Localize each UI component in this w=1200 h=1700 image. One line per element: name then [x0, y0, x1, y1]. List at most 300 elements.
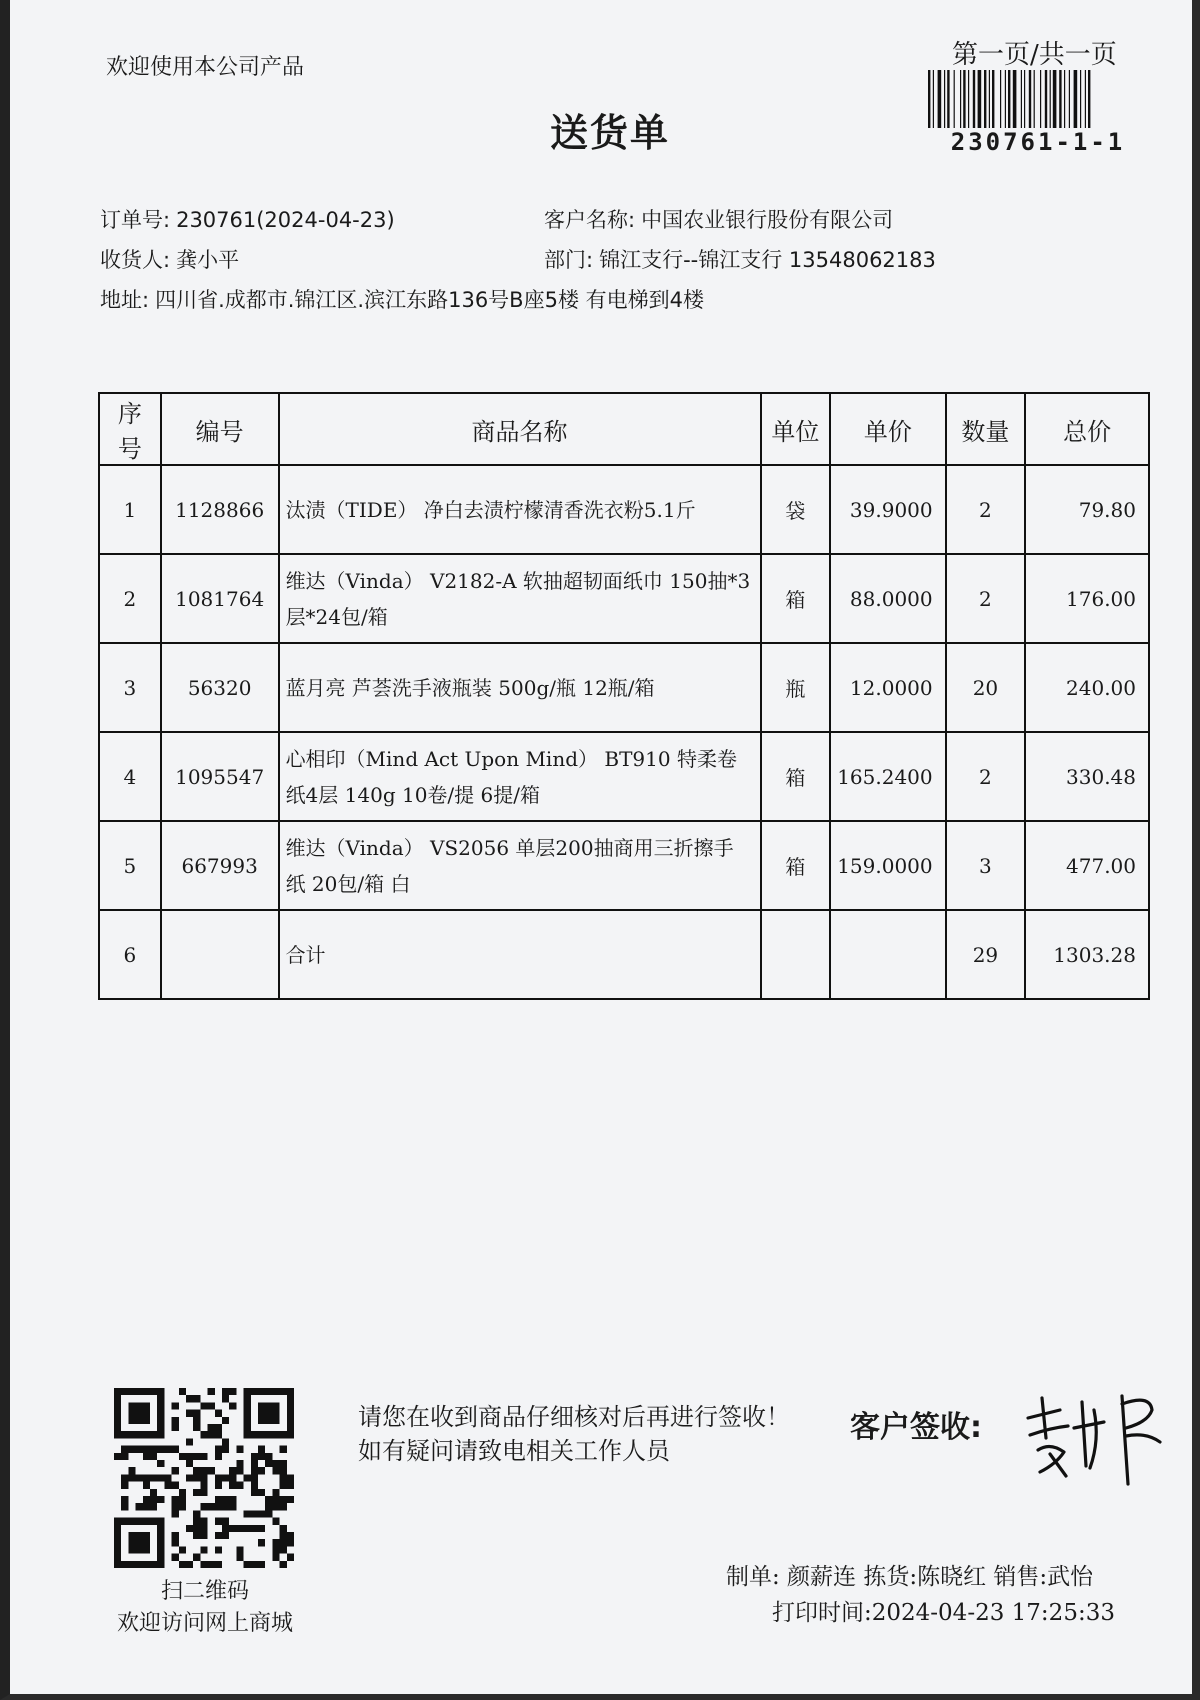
qr-module [186, 1525, 193, 1532]
qr-module [136, 1446, 143, 1453]
qr-module [128, 1474, 135, 1481]
barcode-bar [992, 70, 994, 128]
qr-module [193, 1424, 200, 1431]
table-row [99, 643, 1149, 732]
staff-line: 制单: 颜薪连 拣货:陈晓红 销售:武怡 [726, 1564, 1094, 1590]
qr-module [121, 1482, 128, 1489]
qr-module [186, 1438, 193, 1445]
page-info: 第一页/共一页 [952, 40, 1117, 70]
qr-module [179, 1489, 186, 1496]
cell-code [161, 910, 279, 999]
qr-module [186, 1395, 193, 1402]
qr-module [121, 1503, 128, 1510]
barcode-bar [1085, 70, 1086, 128]
barcode-bar [1069, 70, 1070, 128]
table-row [99, 732, 1149, 821]
qr-module [172, 1510, 179, 1517]
qr-module [258, 1539, 265, 1546]
qr-module [186, 1453, 193, 1460]
qr-module [150, 1474, 157, 1481]
cell-unit: 袋 [761, 465, 831, 554]
qr-module [222, 1496, 229, 1503]
cell-total: 79.80 [1025, 465, 1149, 554]
cell-unit-price: 165.2400 [830, 732, 945, 821]
barcode-bar [1008, 70, 1010, 128]
qr-module [280, 1546, 287, 1553]
qr-module [179, 1388, 186, 1395]
cell-total: 477.00 [1025, 821, 1149, 910]
barcode-bar [933, 70, 934, 128]
receiver-value: 龚小平 [176, 248, 240, 272]
qr-module [193, 1467, 200, 1474]
scan-qr-text: 扫二维码 [160, 1579, 249, 1604]
barcode-bar [1080, 70, 1081, 128]
cell-seq: 6 [99, 910, 161, 999]
qr-module [251, 1561, 258, 1568]
qr-module [179, 1546, 186, 1553]
qr-module [208, 1424, 215, 1431]
document-title: 送货单 [549, 111, 670, 155]
cell-quantity: 2 [946, 732, 1026, 821]
barcode-bar [1000, 70, 1001, 128]
qr-module [272, 1467, 279, 1474]
qr-module [287, 1496, 294, 1503]
barcode-bar [1088, 70, 1090, 128]
qr-module [208, 1503, 215, 1510]
barcode-bar [1029, 70, 1031, 128]
cell-seq: 3 [99, 643, 161, 732]
qr-module [229, 1402, 236, 1409]
qr-module [215, 1446, 222, 1453]
qr-module [236, 1554, 243, 1561]
cell-seq: 2 [99, 554, 161, 643]
qr-module [164, 1482, 171, 1489]
cell-seq: 4 [99, 732, 161, 821]
qr-module [193, 1474, 200, 1481]
qr-module [193, 1417, 200, 1424]
barcode-image [928, 70, 1148, 128]
qr-module [200, 1525, 207, 1532]
cell-code: 667993 [161, 821, 279, 910]
qr-module [272, 1460, 279, 1467]
qr-module [136, 1474, 143, 1481]
qr-module [258, 1525, 265, 1532]
qr-module [280, 1532, 287, 1539]
handwritten-signature [1020, 1380, 1170, 1490]
qr-module [229, 1496, 236, 1503]
qr-module [200, 1467, 207, 1474]
qr-module [215, 1453, 222, 1460]
qr-module [280, 1561, 287, 1568]
table-row [99, 554, 1149, 643]
check-notice: 请您在收到商品仔细核对后再进行签收！如有疑问请致电相关工作人员 [358, 1403, 790, 1465]
qr-module [200, 1546, 207, 1553]
cell-quantity: 2 [946, 465, 1026, 554]
qr-module [193, 1510, 200, 1517]
barcode-bar [938, 70, 942, 128]
qr-module [272, 1518, 279, 1525]
cell-grand-total: 1303.28 [1025, 910, 1149, 999]
qr-module [128, 1446, 135, 1453]
header-unit: 单位 [761, 393, 831, 465]
qr-module [251, 1453, 258, 1460]
qr-module [222, 1474, 229, 1481]
qr-module [193, 1518, 200, 1525]
barcode-bar [1040, 70, 1041, 128]
qr-module [208, 1388, 215, 1395]
qr-module [287, 1482, 294, 1489]
receiver-label: 收货人: [100, 248, 171, 272]
qr-module [208, 1561, 215, 1568]
barcode-bar [1013, 70, 1017, 128]
qr-module [215, 1561, 222, 1568]
qr-module [114, 1453, 121, 1460]
visit-mall-text: 欢迎访问网上商城 [116, 1611, 293, 1636]
cell-total: 176.00 [1025, 554, 1149, 643]
cell-quantity: 20 [946, 643, 1026, 732]
cell-total-quantity: 29 [946, 910, 1026, 999]
qr-module [244, 1474, 251, 1481]
qr-module [143, 1453, 150, 1460]
qr-module [222, 1532, 229, 1539]
qr-module [200, 1503, 207, 1510]
qr-module [200, 1474, 207, 1481]
qr-module [179, 1561, 186, 1568]
qr-module [258, 1453, 265, 1460]
barcode-bar [1021, 70, 1022, 128]
qr-module [215, 1496, 222, 1503]
qr-module [280, 1503, 287, 1510]
qr-module [150, 1496, 157, 1503]
qr-module [280, 1460, 287, 1467]
qr-module [208, 1467, 215, 1474]
order-number-label: 订单号: [100, 208, 171, 232]
qr-module [280, 1467, 287, 1474]
qr-module [251, 1474, 258, 1481]
qr-module [172, 1417, 179, 1424]
qr-module [186, 1474, 193, 1481]
qr-module [215, 1474, 222, 1481]
receiver-field [100, 244, 239, 274]
barcode-bar [1064, 70, 1065, 128]
cell-unit-price: 159.0000 [830, 821, 945, 910]
barcode-bar [947, 70, 949, 128]
qr-module [215, 1482, 222, 1489]
table-header-row [99, 393, 1149, 465]
department-label: 部门: [544, 248, 594, 272]
qr-module [172, 1424, 179, 1431]
department-field [544, 244, 936, 274]
qr-module [128, 1467, 135, 1474]
qr-module [236, 1525, 243, 1532]
qr-module [258, 1489, 265, 1496]
qr-module [128, 1532, 150, 1554]
cell-seq: 1 [99, 465, 161, 554]
qr-module [236, 1460, 243, 1467]
table-total-row [99, 910, 1149, 999]
qr-module [244, 1525, 251, 1532]
qr-module [200, 1453, 207, 1460]
header-total: 总价 [1025, 393, 1149, 465]
qr-module [208, 1402, 215, 1409]
barcode-bar [1024, 70, 1025, 128]
qr-module [236, 1446, 243, 1453]
qr-module [200, 1561, 207, 1568]
qr-module [143, 1446, 150, 1453]
qr-code-image [114, 1388, 294, 1568]
qr-module [265, 1496, 272, 1503]
header-unit-price: 单价 [830, 393, 945, 465]
cell-product-name: 维达（Vinda） VS2056 单层200抽商用三折擦手纸 20包/箱 白 [279, 821, 761, 910]
qr-module [222, 1503, 229, 1510]
qr-module [265, 1503, 272, 1510]
qr-module [193, 1453, 200, 1460]
qr-module [157, 1496, 164, 1503]
cell-product-name: 心相印（Mind Act Upon Mind） BT910 特柔卷纸4层 140g 10卷/提 6提/箱 [279, 732, 761, 821]
qr-module [172, 1532, 179, 1539]
qr-module [179, 1496, 186, 1503]
cell-unit: 箱 [761, 732, 831, 821]
qr-module [215, 1518, 222, 1525]
cell-unit: 瓶 [761, 643, 831, 732]
barcode-bar [989, 70, 990, 128]
qr-module [121, 1496, 128, 1503]
qr-module [272, 1496, 279, 1503]
cell-code: 1081764 [161, 554, 279, 643]
qr-module [229, 1482, 236, 1489]
qr-module [222, 1388, 229, 1395]
barcode-bar [1034, 70, 1035, 128]
cell-product-name: 蓝月亮 芦荟洗手液瓶装 500g/瓶 12瓶/箱 [279, 643, 761, 732]
customer-label: 客户名称: [544, 208, 636, 232]
barcode-bar [963, 70, 965, 128]
qr-module [215, 1503, 222, 1510]
qr-module [143, 1496, 150, 1503]
qr-module [121, 1446, 128, 1453]
header-code: 编号 [161, 393, 279, 465]
qr-module [251, 1510, 258, 1517]
welcome-text: 欢迎使用本公司产品 [106, 55, 305, 80]
qr-module [229, 1525, 236, 1532]
qr-module [258, 1446, 265, 1453]
qr-module [143, 1474, 150, 1481]
cell-unit: 箱 [761, 554, 831, 643]
qr-module [136, 1503, 143, 1510]
cell-total: 330.48 [1025, 732, 1149, 821]
qr-module [193, 1395, 200, 1402]
cell-unit-price: 39.9000 [830, 465, 945, 554]
qr-module [272, 1489, 279, 1496]
qr-module [280, 1496, 287, 1503]
qr-module [222, 1417, 229, 1424]
cell-product-name: 汰渍（TIDE） 净白去渍柠檬清香洗衣粉5.1斤 [279, 465, 761, 554]
qr-module [157, 1460, 164, 1467]
barcode-bar [944, 70, 945, 128]
barcode-bar [1059, 70, 1061, 128]
cell-total-label: 合计 [279, 910, 761, 999]
qr-module [272, 1539, 279, 1546]
address-field [100, 284, 704, 314]
order-number-field [100, 204, 395, 234]
qr-module [172, 1446, 179, 1453]
qr-module [258, 1467, 265, 1474]
qr-module [236, 1546, 243, 1553]
qr-module [222, 1518, 229, 1525]
barcode-bar [1005, 70, 1006, 128]
qr-module [186, 1410, 193, 1417]
cell-seq: 5 [99, 821, 161, 910]
cell-product-name: 维达（Vinda） V2182-A 软抽超韧面纸巾 150抽*3层*24包/箱 [279, 554, 761, 643]
qr-module [193, 1554, 200, 1561]
qr-module [157, 1474, 164, 1481]
cell-code: 1128866 [161, 465, 279, 554]
qr-module [251, 1467, 258, 1474]
header-quantity: 数量 [946, 393, 1026, 465]
qr-module [186, 1561, 193, 1568]
qr-module [251, 1482, 258, 1489]
qr-module [222, 1446, 229, 1453]
print-time: 打印时间:2024-04-23 17:25:33 [772, 1600, 1115, 1626]
qr-module [222, 1395, 229, 1402]
qr-module [215, 1532, 222, 1539]
cell-code: 1095547 [161, 732, 279, 821]
qr-module [200, 1518, 207, 1525]
qr-module [200, 1532, 207, 1539]
qr-module [164, 1446, 171, 1453]
cell-unit-price [830, 910, 945, 999]
qr-module [222, 1525, 229, 1532]
barcode-bar [928, 70, 930, 128]
qr-module [287, 1532, 294, 1539]
barcode-bar [954, 70, 955, 128]
qr-module [179, 1503, 186, 1510]
qr-module [200, 1489, 207, 1496]
qr-module [229, 1388, 236, 1395]
header-seq: 序号 [99, 393, 161, 465]
qr-module [236, 1467, 243, 1474]
qr-module [265, 1510, 272, 1517]
qr-module [287, 1474, 294, 1481]
cell-total: 240.00 [1025, 643, 1149, 732]
barcode-bar [984, 70, 986, 128]
qr-module [193, 1410, 200, 1417]
table-row [99, 821, 1149, 910]
qr-caption [100, 1576, 310, 1640]
qr-module [229, 1474, 236, 1481]
cell-quantity: 3 [946, 821, 1026, 910]
qr-module [272, 1503, 279, 1510]
qr-module [280, 1474, 287, 1481]
qr-module [215, 1431, 222, 1438]
qr-module [200, 1402, 207, 1409]
qr-module [258, 1561, 265, 1568]
address-value: 四川省.成都市.锦江区.滨江东路136号B座5楼 有电梯到4楼 [155, 288, 704, 312]
qr-module [280, 1539, 287, 1546]
cell-code: 56320 [161, 643, 279, 732]
qr-module [258, 1510, 265, 1517]
qr-module [172, 1503, 179, 1510]
qr-module [215, 1424, 222, 1431]
cell-unit-price: 12.0000 [830, 643, 945, 732]
qr-module [186, 1460, 193, 1467]
qr-module [244, 1561, 251, 1568]
qr-module [172, 1467, 179, 1474]
qr-module [143, 1482, 150, 1489]
barcode-bar [1050, 70, 1051, 128]
qr-module [150, 1503, 157, 1510]
order-number-value: 230761(2024-04-23) [176, 208, 395, 232]
qr-module [200, 1482, 207, 1489]
qr-module [157, 1446, 164, 1453]
qr-module [265, 1453, 272, 1460]
qr-module [121, 1453, 128, 1460]
qr-module [172, 1482, 179, 1489]
qr-module [229, 1503, 236, 1510]
qr-module [244, 1510, 251, 1517]
qr-module [172, 1554, 179, 1561]
barcode-bar [1045, 70, 1047, 128]
qr-module [251, 1489, 258, 1496]
qr-module [150, 1453, 157, 1460]
barcode-bar [1074, 70, 1078, 128]
qr-module [150, 1446, 157, 1453]
table-row [99, 465, 1149, 554]
qr-module [200, 1431, 207, 1438]
qr-module [121, 1474, 128, 1481]
department-value: 锦江支行--锦江支行 13548062183 [599, 248, 936, 272]
cell-quantity: 2 [946, 554, 1026, 643]
qr-module [229, 1467, 236, 1474]
cell-unit-price: 88.0000 [830, 554, 945, 643]
barcode-bar [978, 70, 982, 128]
barcode-bar [960, 70, 961, 128]
qr-module [172, 1539, 179, 1546]
qr-module [193, 1489, 200, 1496]
qr-module [272, 1546, 279, 1553]
customer-sign-label: 客户签收: [850, 1410, 982, 1445]
qr-module [287, 1539, 294, 1546]
qr-module [215, 1546, 222, 1553]
qr-module [215, 1410, 222, 1417]
qr-module [143, 1503, 150, 1510]
qr-module [258, 1402, 280, 1424]
address-label: 地址: [100, 288, 150, 312]
goods-table [98, 392, 1150, 1000]
qr-module [193, 1532, 200, 1539]
qr-module [236, 1482, 243, 1489]
qr-module [193, 1525, 200, 1532]
barcode-bar [1053, 70, 1057, 128]
qr-module [222, 1438, 229, 1445]
barcode-bar [973, 70, 975, 128]
qr-module [208, 1431, 215, 1438]
qr-module [179, 1453, 186, 1460]
customer-value: 中国农业银行股份有限公司 [641, 208, 894, 232]
qr-module [150, 1489, 157, 1496]
cell-unit [761, 910, 831, 999]
customer-field [544, 204, 893, 234]
qr-module [172, 1402, 179, 1409]
qr-module [280, 1525, 287, 1532]
cell-unit: 箱 [761, 821, 831, 910]
barcode-number: 230761-1-1 [950, 128, 1126, 156]
qr-module [172, 1496, 179, 1503]
qr-module [287, 1554, 294, 1561]
header-product-name: 商品名称 [279, 393, 761, 465]
qr-module [280, 1446, 287, 1453]
qr-module [128, 1402, 150, 1424]
qr-module [265, 1460, 272, 1467]
